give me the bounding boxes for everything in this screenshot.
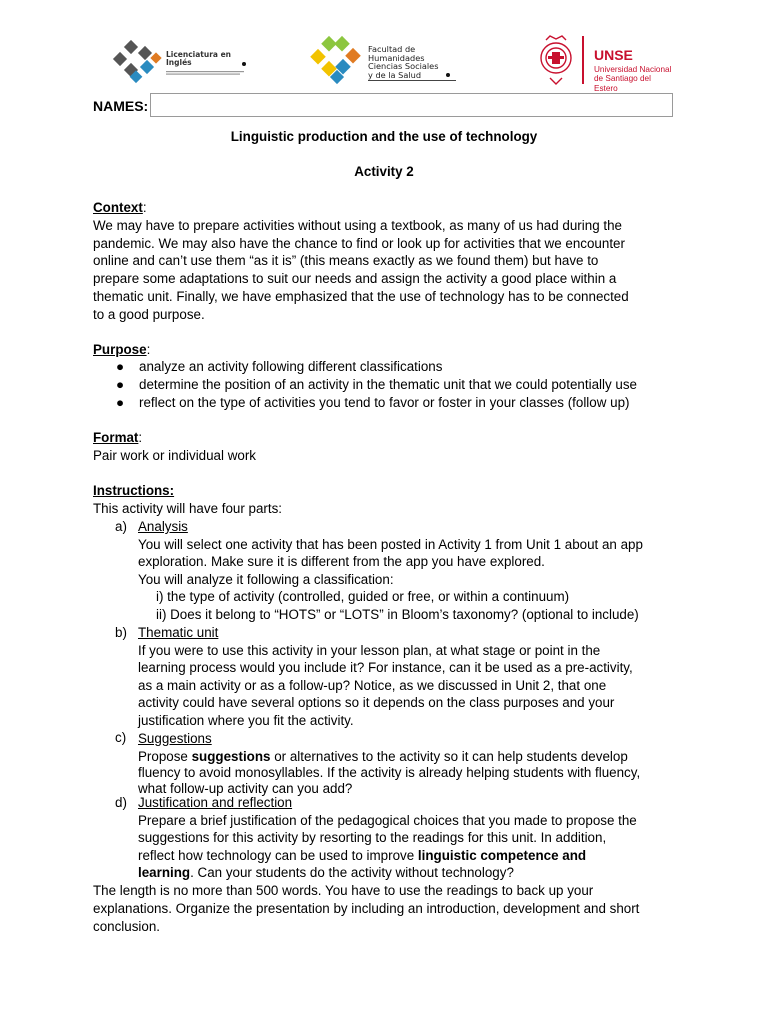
facultad-underline <box>368 80 456 81</box>
closing-paragraph: The length is no more than 500 words. You have to use the readings to back up your explanations. Organize the presentation by including an introduction, development and short conclusion. <box>93 883 640 934</box>
context-heading: Context <box>93 200 143 215</box>
purpose-list <box>93 358 693 413</box>
context-line: thematic unit. Finally, we have emphasized that the use of technology has to be connected <box>93 288 629 304</box>
part-d-title: Justification and reflection <box>138 795 293 810</box>
names-field[interactable] <box>150 93 673 117</box>
facultad-logo <box>310 35 460 87</box>
activity-title: Activity 2 <box>354 164 414 179</box>
purpose-heading: Purpose <box>93 342 147 357</box>
names-label: NAMES: <box>93 98 149 114</box>
part-c-title: Suggestions <box>138 731 212 746</box>
context-line: prepare some adaptations to suit our needs and assign the activity a good place within a <box>93 271 617 287</box>
context-line: to a good purpose. <box>93 306 205 322</box>
licenciatura-logo <box>112 40 252 84</box>
facultad-logo-text: Facultad de Humanidades Ciencias Sociales y de la Salud <box>368 44 439 80</box>
instructions-intro: This activity will have four parts: <box>93 500 283 516</box>
document-title: Linguistic production and the use of technology <box>230 129 538 144</box>
part-b-title: Thematic unit <box>138 625 219 640</box>
format-section: Format: Pair work or individual work <box>93 429 683 465</box>
purpose-heading-row: Purpose: <box>93 342 151 357</box>
list-item: ● determine the position of an activity in the thematic unit that we could potentially use <box>116 377 637 393</box>
licenciatura-logo-text: Licenciatura en Inglés <box>166 50 232 67</box>
licenciatura-emblem-icon <box>112 40 164 84</box>
context-line: pandemic. We may also have the chance to find or look up for activities that we encounter <box>93 235 625 251</box>
context-section: Context: We may have to prepare activities without using a textbook, as many of us had during the pandemic. We may also have the chance to find or look up for activities that we encounter online and can’t use them “as it is” (this means exactly as we found them) but have to prepare some adaptations to suit our needs and assign the activity a good place within a thematic unit. Finally, we have emphasized that the use of technology has to be connected to a good purpose. <box>93 199 683 324</box>
unse-subtitle: Universidad Nacional de Santiago del Estero <box>594 65 672 93</box>
format-heading: Format <box>93 430 139 445</box>
unse-divider <box>582 36 584 84</box>
document-page: Licenciatura en Inglés Facultad de Humanidades Ciencias Sociales y de la Salud UNSE Universidad Nacional de Santiago del Estero NAMES: Linguistic production and the use of technology Activity 2 Context: We may have to prepare activities without using a textbook, as many of us had during the pandemic. We may also have the chance to find or look up for activities that we encounter online and can’t use them “as it is” (this means exactly as we found them) but have to prepare some adaptations to suit our needs and assign the activity a good place within a thematic unit. Finally, we have emphasized that the use of technology has to be connected to a good purpose. Purpose: ● analyze an activity following different classifications ● determine the position of an activity in the thematic unit that we could potentially use ● reflect on the type of activities you tend to favor or foster in your classes (follow up) Format: Pair work or individual work Instructions: This activity will have four parts: a) Analysis You will select one activity that has been posted in Activity 1 from Unit 1 about an app exploration. Make sure it is different from the app you have explored. You will analyze it following a classification: i) the type of activity (controlled, guided or free, or within a continuum) ii) Does it belong to “HOTS” or “LOTS” in Bloom’s taxonomy? (optional to include) b) Thematic unit If you were to use this activity in your lesson plan, at what stage or point in the learning process would you include it? For instance, can it be used as a pre-activity, as a main activity or as a follow-up? Notice, as we discussed in Unit 2, that one activity could have several options so it depends on the class purposes and your justification where you fit the activity. c) Suggestions Propose suggestions or alternatives to the activity so it can help students develop fluency to avoid monosyllables. If the activity is already helping students with fluency, what follow-up activity can you add? d) Justification and reflection Prepare a brief justification of the pedagogical choices that you made to propose the suggestions for this activity by resorting to the readings for this unit. In addition, reflect how technology can be used to improve linguistic competence and learning. Can your students do the activity without technology? The length is no more than 500 words. You have to use the readings to back up your explanations. Organize the presentation by including an introduction, development and short conclusion. <box>0 0 768 1024</box>
facultad-dot-icon <box>446 73 450 77</box>
context-line: We may have to prepare activities without using a textbook, as many of us had during the <box>93 217 622 233</box>
instructions-heading: Instructions: <box>93 483 175 498</box>
format-text: Pair work or individual work <box>93 447 256 463</box>
facultad-emblem-icon <box>310 35 366 87</box>
part-a-title: Analysis <box>138 519 188 534</box>
unse-logo <box>536 34 676 93</box>
unse-crest-icon <box>536 34 576 86</box>
instructions-section <box>93 482 683 518</box>
licenciatura-dot-icon <box>242 62 246 66</box>
licenciatura-fine-print-icon <box>166 71 246 76</box>
context-line: online and can’t use them “as it is” (this means exactly as we found them) but have to <box>93 253 599 269</box>
list-item: ● analyze an activity following different classifications <box>116 359 443 374</box>
unse-title: UNSE <box>594 47 633 63</box>
list-item: ● reflect on the type of activities you tend to favor or foster in your classes (follow up) <box>116 395 630 411</box>
